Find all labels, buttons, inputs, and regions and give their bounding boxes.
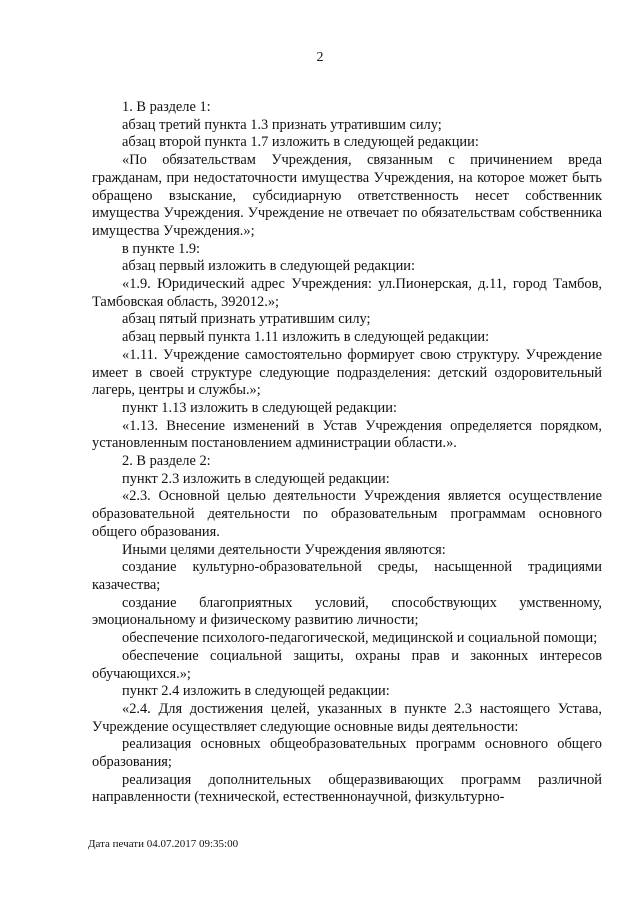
paragraph: обеспечение социальной защиты, охраны прав и законных интересов обучающихся.»; (92, 647, 602, 682)
paragraph: пункт 2.3 изложить в следующей редакции: (122, 470, 390, 487)
page-number: 2 (316, 50, 324, 65)
paragraph: реализация основных общеобразовательных программ основного общего образования; (92, 736, 602, 771)
paragraph: абзац первый пункта 1.11 изложить в следующей редакции: (122, 329, 490, 346)
paragraph: абзац пятый признать утратившим силу; (122, 311, 371, 328)
paragraph: пункт 2.4 изложить в следующей редакции: (122, 683, 390, 700)
paragraph: «1.11. Учреждение самостоятельно формирует свою структуру. Учреждение имеет в своей структуре следующие подразделения: детский оздоровительный лагерь, центры и службы.»; (92, 346, 602, 399)
document-body (92, 99, 602, 807)
paragraph: создание благоприятных условий, способствующих умственному, эмоциональному и физическому развитию личности; (92, 594, 602, 629)
paragraph: обеспечение психолого-педагогической, медицинской и социальной помощи; (122, 630, 598, 647)
paragraph: абзац третий пункта 1.3 признать утратившим силу; (122, 116, 442, 133)
paragraph: создание культурно-образовательной среды, насыщенной традициями казачества; (92, 559, 602, 593)
paragraph: абзац первый изложить в следующей редакции: (122, 258, 416, 275)
print-date: Дата печати 04.07.2017 09:35:00 (88, 838, 239, 850)
paragraph: абзац второй пункта 1.7 изложить в следующей редакции: (122, 134, 479, 151)
paragraph: 1. В разделе 1: (122, 99, 211, 115)
paragraph: «По обязательствам Учреждения, связанным с причинением вреда гражданам, при недостаточности имущества Учреждения, на которое может быть обращено взыскание, субсидиарную ответственность несет собственник имущества Учреждения. Учреждение не отвечает по обязательствам собственника имущества Учреждения.»; (92, 152, 602, 239)
paragraph: в пункте 1.9: (122, 240, 201, 257)
paragraph: пункт 1.13 изложить в следующей редакции: (122, 399, 397, 416)
paragraph: «1.13. Внесение изменений в Устав Учреждения определяется порядком, установленным постановлением администрации области.». (92, 417, 602, 452)
paragraph: «2.4. Для достижения целей, указанных в пункте 2.3 настоящего Устава, Учреждение осуществляет следующие основные виды деятельности: (92, 700, 602, 735)
paragraph: 2. В разделе 2: (122, 453, 211, 470)
paragraph: «2.3. Основной целью деятельности Учреждения является осуществление образовательной деятельности по образовательным программам основного общего образования. (92, 488, 602, 540)
paragraph: «1.9. Юридический адрес Учреждения: ул.Пионерская, д.11, город Тамбов, Тамбовская область, 392012.»; (92, 276, 602, 310)
paragraph: Иными целями деятельности Учреждения являются: (122, 541, 446, 558)
paragraph: реализация дополнительных общеразвивающих программ различной направленности (технической, естественнонаучной, физкультурно- (92, 771, 602, 806)
